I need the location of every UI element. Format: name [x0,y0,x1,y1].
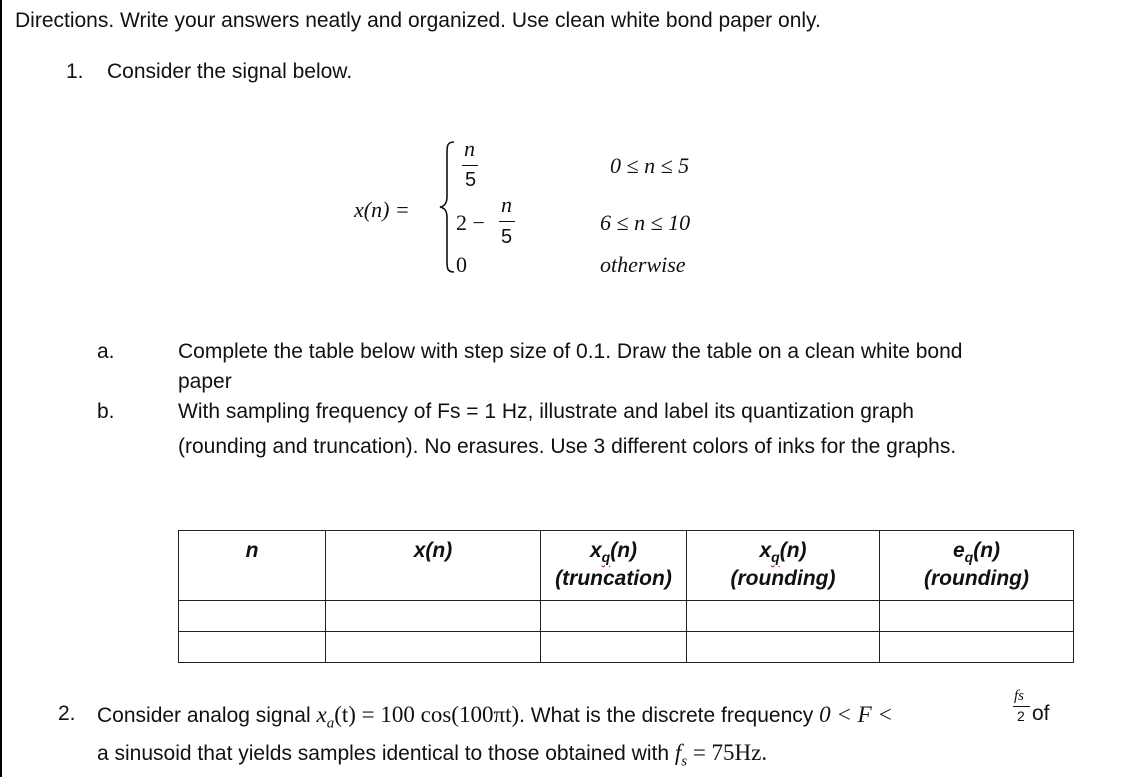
q2-line2-text: a sinusoid that yields samples identical to those obtained with [97,742,675,765]
q2-text3: of [1032,702,1050,725]
q2-fraction-bar [1013,706,1030,707]
q2-signal-expression: (t) = 100 cos(100πt) [334,702,520,727]
case3-condition: otherwise [600,252,686,277]
q2-text2: . What is the discrete frequency [519,704,820,727]
header-xn [326,531,541,601]
header-xq-round-main: $x_q(n)$ [759,539,807,566]
header-xq-round-sub: (rounding) [730,566,836,590]
header-xq-trunc-main: $x_q(n)$ [589,539,638,566]
header-xq-trunc-sub: (truncation) [555,566,672,590]
q2-text1: Consider analog signal [97,704,317,727]
case1-condition: 0 ≤ n ≤ 5 [610,153,690,178]
case1-denominator: 5 [465,169,477,191]
q2-signal: $x_a$ [316,702,335,732]
question-2-line2 [97,741,767,770]
header-eq-round-main: $e_q(n)$ [952,539,1001,566]
question-2-number: 2. [58,702,76,725]
part-a-line2: paper [178,370,232,393]
signal-lhs: x(n) = [354,197,410,222]
case2-denominator: 5 [501,226,513,248]
left-brace [438,140,458,274]
header-n [179,531,326,601]
table-cell [179,632,326,663]
table-cell [687,601,880,632]
table-row [179,601,1074,632]
header-xn-label: x(n) [413,539,453,562]
case1-numerator: n [464,136,475,161]
table-header-row [179,531,1074,601]
header-xq-rounding [687,531,880,601]
q2-fraction-numerator: fs [1014,688,1025,704]
part-a-label: a. [97,340,115,363]
table-cell [687,632,880,663]
q2-range: 0 < F < [819,702,893,727]
table-cell [179,601,326,632]
part-b-line1: With sampling frequency of Fs = 1 Hz, illustrate and label its quantization graph [178,400,914,423]
case1-fraction-bar [462,165,478,166]
part-a-line1: Complete the table below with step size of 0.1. Draw the table on a clean white bond [178,340,963,363]
q2-fraction-denominator: 2 [1017,708,1025,724]
table-cell [880,601,1074,632]
table-row [179,632,1074,663]
table-cell [326,632,541,663]
table-cell [541,601,687,632]
q2-fs-value: = 75Hz. [687,740,768,765]
part-b-label: b. [97,400,115,423]
header-eq-rounding [880,531,1074,601]
case3-value: 0 [456,252,467,277]
header-eq-round-sub: (rounding) [924,566,1029,590]
header-n-label: n [245,539,259,562]
table-cell [326,601,541,632]
case2-numerator: n [501,192,512,217]
case2-fraction-bar [499,221,515,222]
table-cell [880,632,1074,663]
question-1-number: 1. [66,60,84,83]
directions-text: Directions. Write your answers neatly and organized. Use clean white bond paper only. [15,9,821,32]
part-b-line2: (rounding and truncation). No erasures. Use 3 different colors of inks for the graphs. [178,435,957,458]
question-2-line1 [97,703,893,732]
table-cell [541,632,687,663]
quantization-table [178,530,1074,663]
header-xq-truncation [541,531,687,601]
case2-condition: 6 ≤ n ≤ 10 [600,210,691,235]
question-1-prompt: Consider the signal below. [107,60,353,83]
case2-constant: 2 − [456,210,485,235]
page-left-border [0,0,2,777]
q2-fs: $f_s$ [674,740,688,770]
